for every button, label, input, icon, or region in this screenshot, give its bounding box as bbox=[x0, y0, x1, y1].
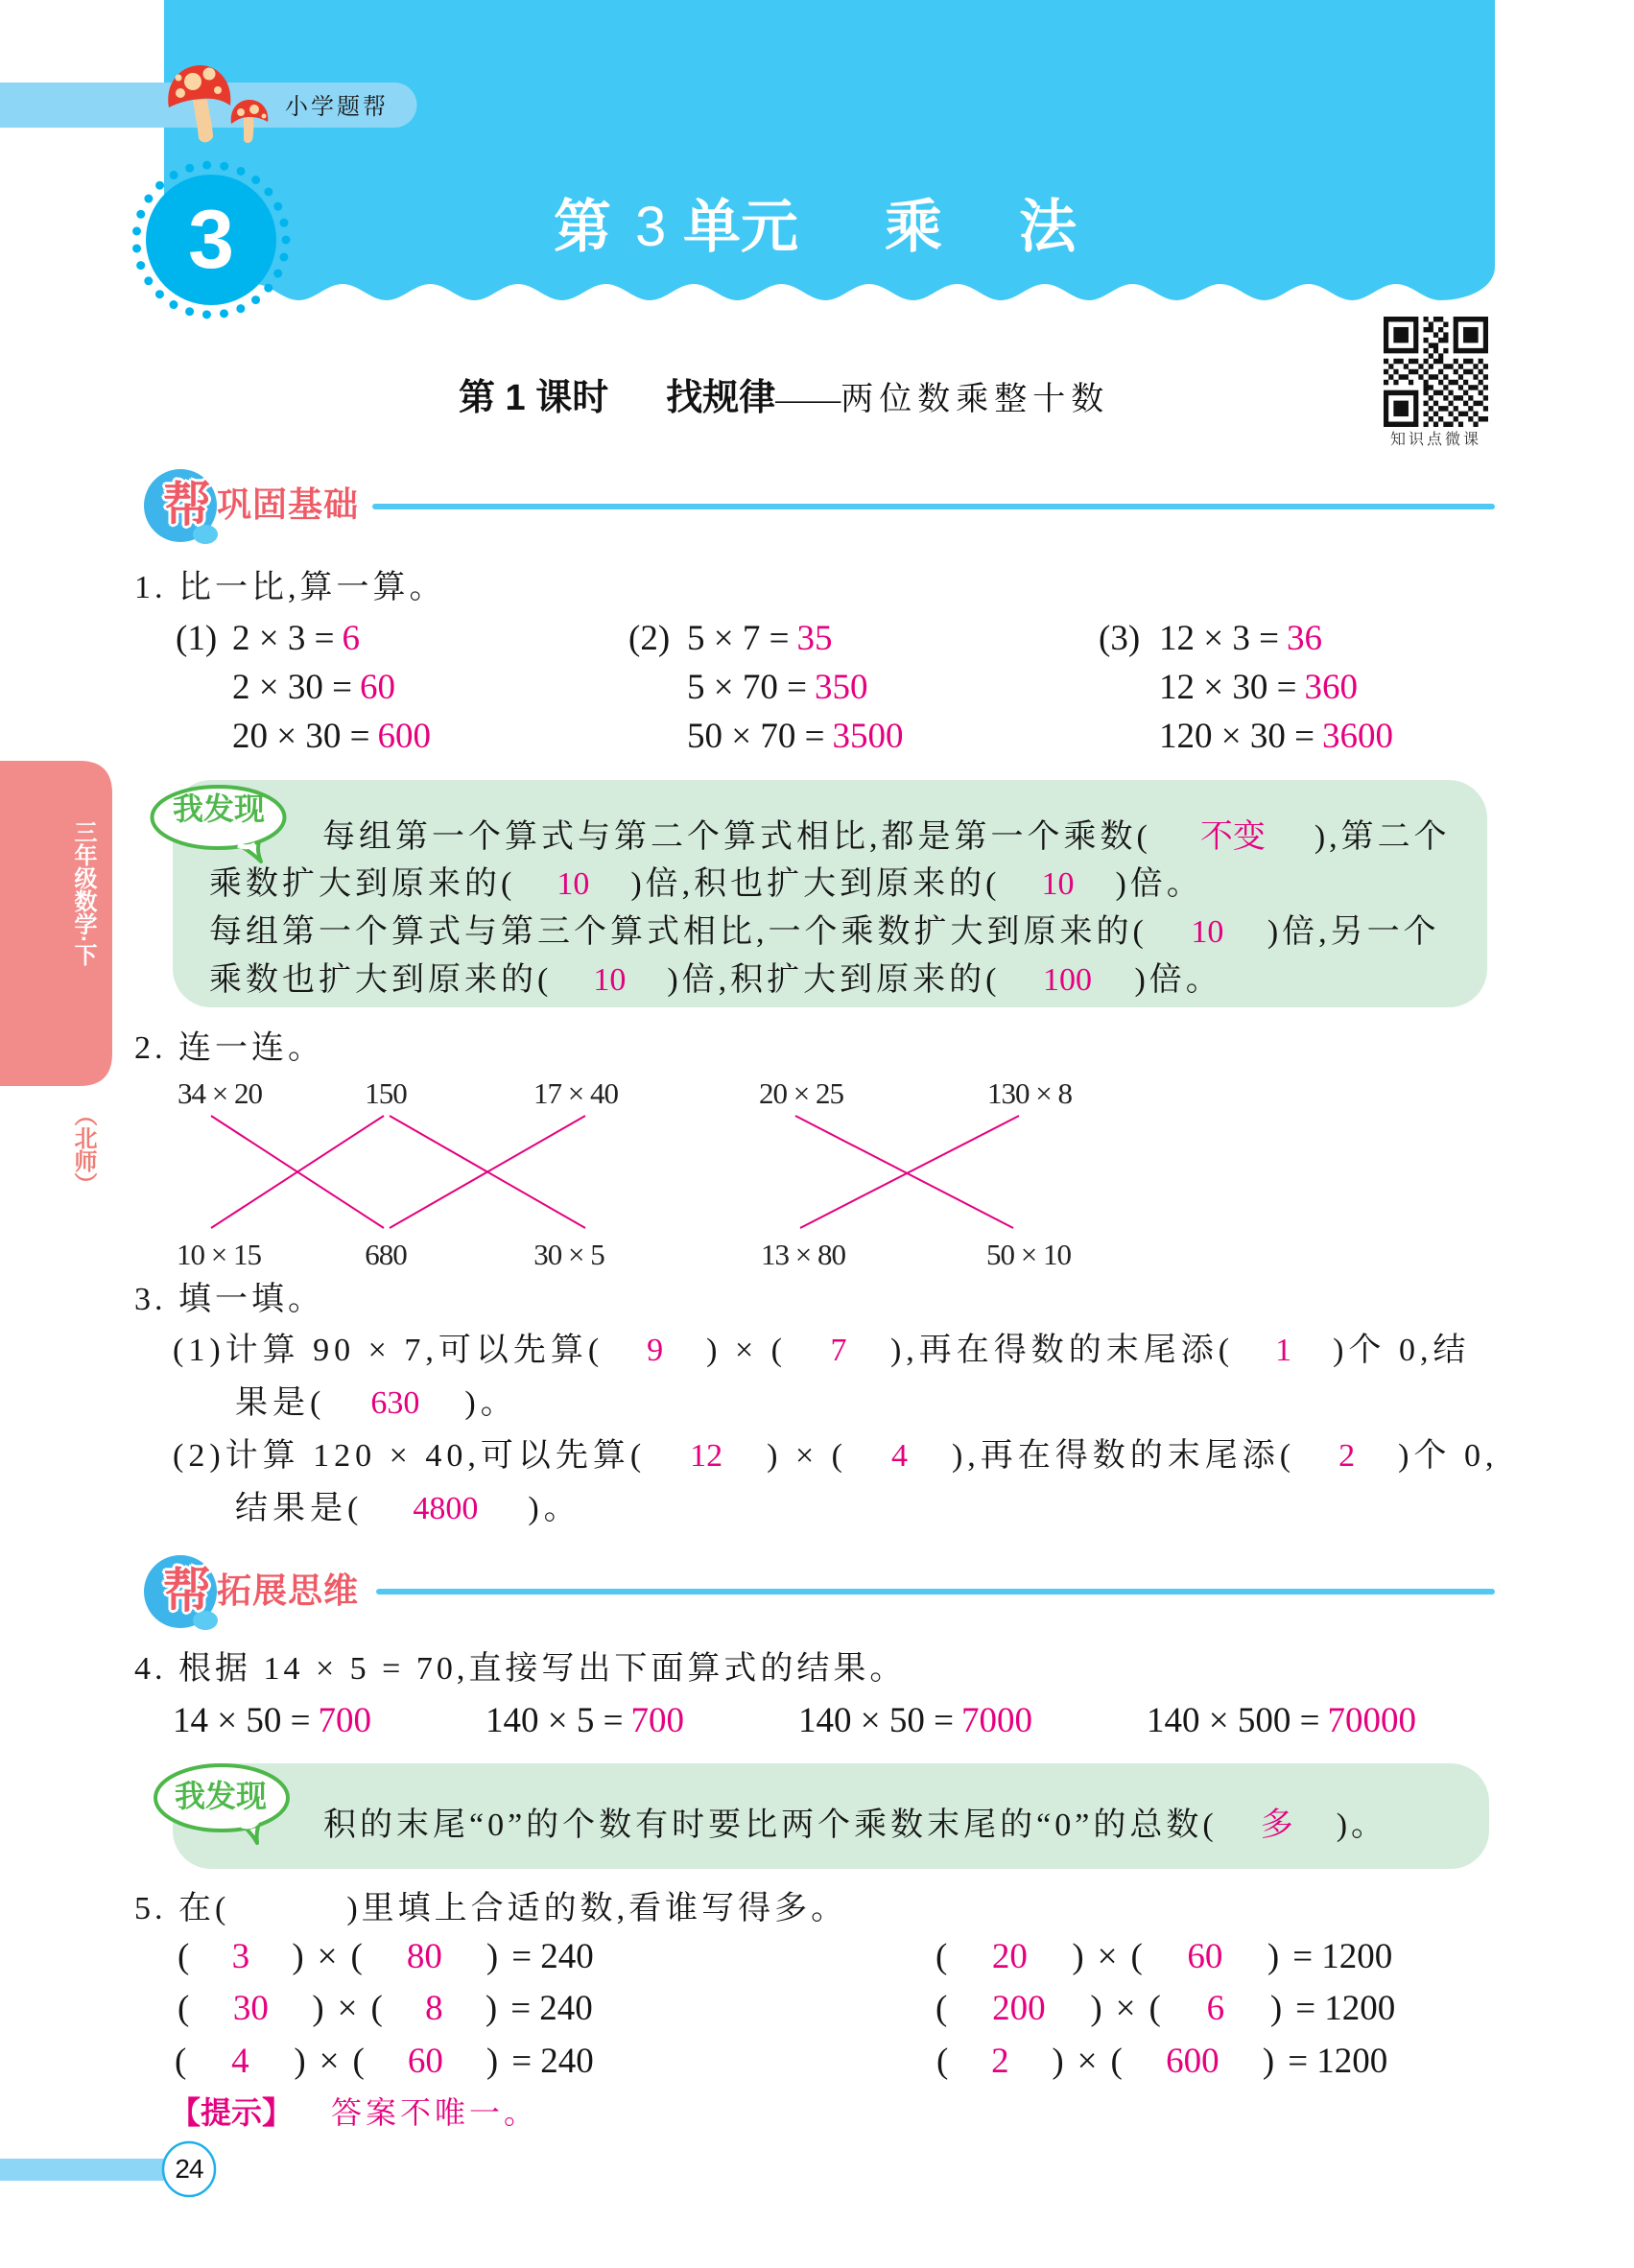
answer: 630 bbox=[370, 1385, 420, 1421]
text: (1)计算 90 × 7,可以先算( bbox=[173, 1333, 604, 1368]
q1-row bbox=[687, 664, 867, 712]
q4-item bbox=[1147, 1697, 1416, 1745]
unit-title-char-1: 乘 bbox=[885, 195, 942, 259]
discovery-2-line bbox=[323, 1802, 1387, 1850]
match-bottom-item: 30 × 5 bbox=[533, 1238, 604, 1271]
times-sign: × bbox=[1097, 1937, 1118, 1976]
unit-label-suffix: 单元 bbox=[683, 195, 798, 259]
answer: 36 bbox=[1286, 619, 1322, 658]
section-divider-1 bbox=[372, 504, 1495, 509]
q5-row-right-2 bbox=[935, 1985, 1395, 2033]
text: )倍。 bbox=[1134, 962, 1222, 998]
paren: ( bbox=[178, 1989, 190, 2028]
paren: ( bbox=[1110, 2042, 1123, 2081]
text: ),第二个 bbox=[1314, 819, 1451, 855]
expression: 12 × 30 = bbox=[1159, 668, 1297, 707]
q1-group-label: (1) bbox=[176, 619, 218, 658]
unit-banner bbox=[164, 0, 1495, 300]
result: = 1200 bbox=[1292, 1937, 1393, 1976]
paren: ( bbox=[936, 2042, 949, 2081]
answer: 35 bbox=[796, 619, 833, 658]
unit-number: 3 bbox=[188, 194, 234, 286]
paren: ) bbox=[1072, 1937, 1084, 1976]
q4-title: 4. 根据 14 × 5 = 70,直接写出下面算式的结果。 bbox=[134, 1651, 907, 1687]
q4-item bbox=[173, 1697, 371, 1745]
text: 乘数扩大到原来的( bbox=[209, 866, 516, 902]
text: 果是( bbox=[235, 1385, 326, 1421]
expression: 50 × 70 = bbox=[687, 717, 825, 756]
q2-title: 2. 连一连。 bbox=[134, 1030, 324, 1066]
paren: ( bbox=[178, 1937, 190, 1976]
text: )。 bbox=[464, 1385, 518, 1421]
expression: 14 × 50 = bbox=[173, 1701, 311, 1740]
lesson-topic: 找规律 bbox=[666, 378, 776, 418]
unit-label-prefix: 第 bbox=[554, 195, 611, 259]
text: )里填上合适的数,看谁写得多。 bbox=[346, 1891, 848, 1926]
q3-title: 3. 填一填。 bbox=[134, 1282, 324, 1317]
answer: 200 bbox=[992, 1989, 1046, 2028]
answer: 4800 bbox=[413, 1491, 479, 1526]
qr-code-icon bbox=[1384, 317, 1488, 427]
text: )。 bbox=[528, 1491, 581, 1526]
text: )倍,积也扩大到原来的( bbox=[630, 866, 1001, 902]
lesson-subtopic: 两位数乘整十数 bbox=[841, 382, 1110, 417]
match-bottom-item: 13 × 80 bbox=[761, 1238, 845, 1271]
text: )倍,积扩大到原来的( bbox=[667, 962, 1001, 998]
paren: ) bbox=[485, 2042, 499, 2081]
paren: ( bbox=[352, 2042, 365, 2081]
answer: 600 bbox=[1166, 2042, 1220, 2081]
discovery-line-4 bbox=[209, 957, 1222, 1004]
text: 结果是( bbox=[235, 1491, 364, 1526]
answer: 2 bbox=[991, 2042, 1009, 2081]
q1-row bbox=[687, 615, 832, 663]
answer: 70000 bbox=[1327, 1701, 1416, 1740]
answer: 12 bbox=[690, 1438, 723, 1474]
q1-row bbox=[1159, 615, 1322, 663]
text: )个 0,结 bbox=[1333, 1333, 1471, 1368]
q1-row bbox=[1159, 713, 1393, 761]
match-bottom-item: 50 × 10 bbox=[986, 1238, 1071, 1271]
discovery-badge-2: 我发现 bbox=[174, 1779, 267, 1813]
text: 积的末尾“0”的个数有时要比两个乘数末尾的“0”的总数( bbox=[323, 1807, 1218, 1843]
paren: ) bbox=[1090, 1989, 1102, 2028]
expression: 140 × 500 = bbox=[1147, 1701, 1320, 1740]
result: = 240 bbox=[510, 1989, 593, 2028]
unit-title-char-2: 法 bbox=[1019, 195, 1077, 259]
times-sign: × bbox=[319, 2042, 340, 2081]
q1-row bbox=[232, 615, 360, 663]
answer: 7000 bbox=[960, 1701, 1032, 1740]
expression: 5 × 7 = bbox=[687, 619, 790, 658]
expression: 140 × 5 = bbox=[485, 1701, 624, 1740]
answer: 700 bbox=[318, 1701, 371, 1740]
answer: 600 bbox=[377, 717, 431, 756]
text: 每组第一个算式与第二个算式相比,都是第一个乘数( bbox=[322, 819, 1151, 855]
answer: 7 bbox=[830, 1333, 847, 1368]
paren: ) bbox=[292, 1937, 304, 1976]
result: = 1200 bbox=[1288, 2042, 1388, 2081]
q4-item bbox=[798, 1697, 1032, 1745]
q5-row-left-2 bbox=[178, 1985, 593, 2033]
q5-row-right-3 bbox=[936, 2038, 1387, 2086]
times-sign: × bbox=[1115, 1989, 1136, 2028]
answer: 700 bbox=[630, 1701, 684, 1740]
answer: 3500 bbox=[832, 717, 904, 756]
section-divider-2 bbox=[376, 1589, 1495, 1595]
match-top-item: 34 × 20 bbox=[178, 1076, 262, 1110]
discovery-badge-1: 我发现 bbox=[172, 791, 265, 826]
paren: ) bbox=[312, 1989, 324, 2028]
expression: 120 × 30 = bbox=[1159, 717, 1314, 756]
matching-lines bbox=[211, 1116, 1019, 1228]
answer: 10 bbox=[1041, 866, 1075, 902]
paren: ( bbox=[1130, 1937, 1143, 1976]
paren: ) bbox=[1052, 2042, 1064, 2081]
brand-label: 小学题帮 bbox=[285, 94, 389, 120]
answer: 2 bbox=[1338, 1438, 1356, 1474]
text: (2)计算 120 × 40,可以先算( bbox=[173, 1438, 647, 1474]
text: )倍。 bbox=[1115, 866, 1203, 902]
times-sign: × bbox=[337, 1989, 358, 2028]
text: ) × ( bbox=[706, 1333, 787, 1368]
answer: 8 bbox=[425, 1989, 443, 2028]
answer: 4 bbox=[231, 2042, 249, 2081]
answer: 4 bbox=[890, 1438, 908, 1474]
unit-label-number: 3 bbox=[635, 196, 667, 258]
match-top-item: 17 × 40 bbox=[533, 1076, 618, 1110]
match-bottom-item: 10 × 15 bbox=[177, 1238, 261, 1271]
times-sign: × bbox=[1077, 2042, 1098, 2081]
side-tab-edition: （北师） bbox=[70, 1103, 96, 1195]
answer: 10 bbox=[593, 962, 627, 998]
q1-row bbox=[1159, 664, 1358, 712]
answer: 1 bbox=[1275, 1333, 1292, 1368]
q1-group-label: (2) bbox=[628, 619, 671, 658]
paren: ) bbox=[485, 1989, 498, 2028]
result: = 1200 bbox=[1295, 1989, 1396, 2028]
qr-caption: 知识点微课 bbox=[1389, 432, 1481, 448]
answer: 10 bbox=[1191, 914, 1224, 950]
q1-row bbox=[232, 664, 395, 712]
q3-item-1-line-2 bbox=[235, 1380, 518, 1428]
paren: ) bbox=[1269, 1989, 1283, 2028]
text: 5. 在( bbox=[134, 1891, 230, 1926]
q3-item-1-line-1 bbox=[173, 1327, 1470, 1375]
q5-title bbox=[134, 1885, 847, 1933]
q5-row-left-3 bbox=[175, 2038, 594, 2086]
discovery-line-3 bbox=[209, 909, 1440, 957]
q1-row bbox=[232, 713, 431, 761]
times-sign: × bbox=[317, 1937, 338, 1976]
answer: 30 bbox=[232, 1989, 269, 2028]
paren: ) bbox=[294, 2042, 306, 2081]
section-title-1: 巩固基础 bbox=[217, 484, 360, 524]
expression: 140 × 50 = bbox=[798, 1701, 954, 1740]
answer: 不变 bbox=[1199, 819, 1266, 855]
answer: 9 bbox=[647, 1333, 664, 1368]
answer: 多 bbox=[1260, 1807, 1293, 1843]
section-badge-2: 帮 bbox=[163, 1564, 211, 1618]
paren: ( bbox=[350, 1937, 363, 1976]
paren: ) bbox=[485, 1937, 499, 1976]
answer: 3 bbox=[231, 1937, 250, 1976]
expression: 2 × 3 = bbox=[232, 619, 335, 658]
match-top-item: 150 bbox=[365, 1076, 407, 1110]
expression: 5 × 70 = bbox=[687, 668, 807, 707]
answer: 100 bbox=[1042, 962, 1092, 998]
result: = 240 bbox=[511, 1937, 594, 1976]
text: ),再在得数的末尾添( bbox=[951, 1438, 1296, 1474]
text: )个 0, bbox=[1398, 1438, 1499, 1474]
text: 每组第一个算式与第三个算式相比,一个乘数扩大到原来的( bbox=[209, 914, 1148, 950]
q1-row bbox=[687, 713, 903, 761]
answer: 6 bbox=[1206, 1989, 1225, 2028]
page-number: 24 bbox=[175, 2154, 203, 2184]
answer: 80 bbox=[406, 1937, 442, 1976]
text: ) × ( bbox=[767, 1438, 847, 1474]
answer: 6 bbox=[342, 619, 360, 658]
q5-row-right-1 bbox=[935, 1933, 1392, 1981]
answer: 360 bbox=[1304, 668, 1358, 707]
paren: ) bbox=[1267, 1937, 1280, 1976]
answer: 60 bbox=[407, 2042, 443, 2081]
text: )倍,另一个 bbox=[1267, 914, 1440, 950]
match-bottom-item: 680 bbox=[365, 1238, 407, 1271]
paren: ( bbox=[935, 1937, 948, 1976]
section-badge-1: 帮 bbox=[163, 478, 211, 532]
paren: ( bbox=[175, 2042, 187, 2081]
answer: 60 bbox=[1187, 1937, 1223, 1976]
text: 乘数也扩大到原来的( bbox=[209, 962, 553, 998]
paren: ) bbox=[1262, 2042, 1275, 2081]
q3-item-2-line-2 bbox=[235, 1485, 581, 1533]
hint-label: 【提示】 bbox=[170, 2095, 294, 2130]
answer: 10 bbox=[557, 866, 590, 902]
match-top-item: 130 × 8 bbox=[987, 1076, 1072, 1110]
paren: ( bbox=[370, 1989, 383, 2028]
discovery-line-1 bbox=[322, 814, 1451, 862]
q1-group-label: (3) bbox=[1099, 619, 1141, 658]
lesson-dash: —— bbox=[775, 382, 841, 417]
q1-title: 1. 比一比,算一算。 bbox=[134, 570, 446, 605]
side-tab-grade: 三年级数学·下 bbox=[70, 820, 96, 966]
discovery-line-2 bbox=[209, 861, 1203, 909]
answer: 20 bbox=[991, 1937, 1028, 1976]
text: )。 bbox=[1336, 1807, 1388, 1843]
q4-item bbox=[485, 1697, 684, 1745]
paren: ( bbox=[935, 1989, 948, 2028]
q5-row-left-1 bbox=[178, 1933, 594, 1981]
expression: 20 × 30 = bbox=[232, 717, 370, 756]
expression: 2 × 30 = bbox=[232, 668, 352, 707]
section-title-2: 拓展思维 bbox=[217, 1571, 360, 1610]
expression: 12 × 3 = bbox=[1159, 619, 1279, 658]
lesson-title bbox=[459, 374, 1109, 424]
answer: 60 bbox=[359, 668, 395, 707]
paren: ( bbox=[1149, 1989, 1161, 2028]
hint-text: 答案不唯一。 bbox=[331, 2095, 539, 2130]
answer: 3600 bbox=[1321, 717, 1393, 756]
q3-item-2-line-1 bbox=[173, 1432, 1498, 1480]
result: = 240 bbox=[511, 2042, 594, 2081]
answer: 350 bbox=[814, 668, 868, 707]
page-number-strip bbox=[0, 2159, 168, 2181]
lesson-label: 第 1 课时 bbox=[459, 378, 609, 418]
match-top-item: 20 × 25 bbox=[759, 1076, 843, 1110]
text: ),再在得数的末尾添( bbox=[889, 1333, 1235, 1368]
